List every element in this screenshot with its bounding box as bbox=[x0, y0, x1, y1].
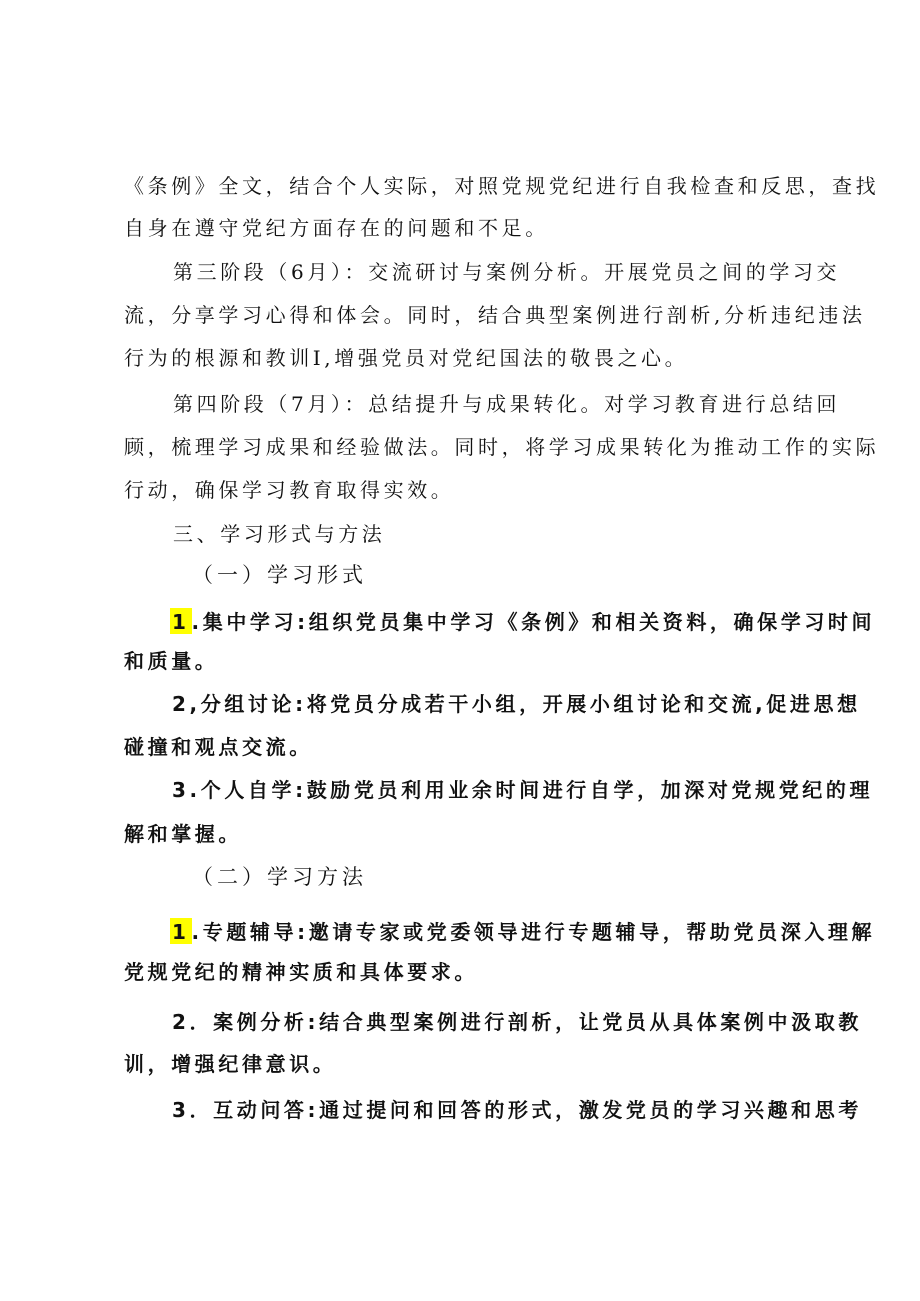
paragraph-line: 碰撞和观点交流。 bbox=[124, 735, 313, 759]
list-item: 2．案例分析:结合典型案例进行剖析，让党员从具体案例中汲取教 bbox=[172, 1010, 862, 1034]
highlighted-number: 1 bbox=[172, 610, 190, 634]
paragraph-line: 解和掌握。 bbox=[124, 822, 242, 846]
stage-three-line: 第三阶段（6月）：交流研讨与案例分析。开展党员之间的学习交 bbox=[173, 260, 841, 284]
list-item bbox=[172, 918, 875, 944]
paragraph-line: 《条例》全文，结合个人实际，对照党规党纪进行自我检查和反思，查找 bbox=[124, 174, 880, 198]
list-item: 3．互动问答:通过提问和回答的形式，激发党员的学习兴趣和思考 bbox=[172, 1098, 862, 1122]
paragraph-line: 顾，梳理学习成果和经验做法。同时，将学习成果转化为推动工作的实际 bbox=[124, 435, 880, 459]
paragraph-line: 训，增强纪律意识。 bbox=[124, 1052, 337, 1076]
paragraph-line: 和质量。 bbox=[124, 649, 219, 673]
paragraph-line: 党规党纪的精神实质和具体要求。 bbox=[124, 960, 478, 984]
list-item: 3.个人自学:鼓励党员利用业余时间进行自学，加深对党规党纪的理 bbox=[172, 778, 874, 802]
list-item-text: .集中学习:组织党员集中学习《条例》和相关资料，确保学习时间 bbox=[191, 610, 876, 634]
section-heading: 三、学习形式与方法 bbox=[173, 522, 386, 546]
list-item-text: .专题辅导:邀请专家或党委领导进行专题辅导，帮助党员深入理解 bbox=[191, 920, 876, 944]
list-item bbox=[172, 608, 875, 634]
stage-four-line: 第四阶段（7月）：总结提升与成果转化。对学习教育进行总结回 bbox=[173, 392, 841, 416]
subsection-heading-forms: （一）学习形式 bbox=[192, 563, 367, 587]
list-item: 2,分组讨论:将党员分成若干小组，开展小组讨论和交流,促进思想 bbox=[172, 692, 861, 716]
paragraph-line: 自身在遵守党纪方面存在的问题和不足。 bbox=[124, 216, 549, 240]
paragraph-line: 行动，确保学习教育取得实效。 bbox=[124, 478, 455, 502]
paragraph-line: 行为的根源和教训I,增强党员对党纪国法的敬畏之心。 bbox=[124, 346, 689, 370]
subsection-heading-methods: （二）学习方法 bbox=[192, 865, 367, 889]
highlighted-number: 1 bbox=[172, 920, 190, 944]
paragraph-line: 流，分享学习心得和体会。同时，结合典型案例进行剖析,分析违纪违法 bbox=[124, 303, 866, 327]
